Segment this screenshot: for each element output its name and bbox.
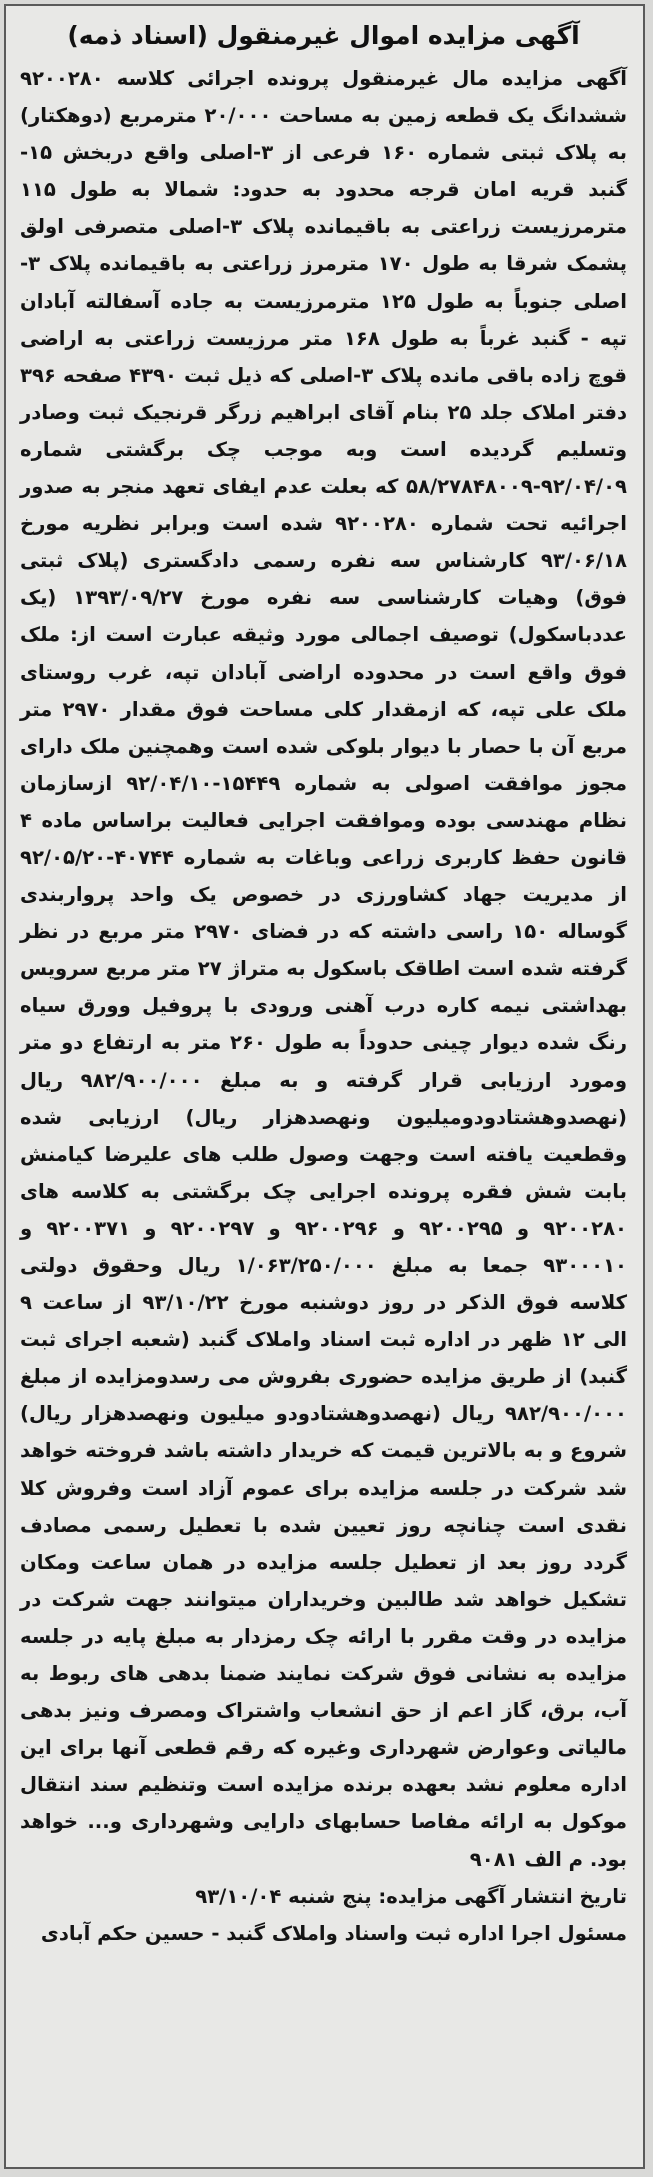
signature-line: مسئول اجرا اداره ثبت واسناد واملاک گنبد - حسین حکم آبادی <box>40 1921 627 1945</box>
publish-date-line: تاریخ انتشار آگهی مزایده: پنج شنبه ۹۳/۱۰/۰۴ <box>195 1884 627 1908</box>
notice-title: آگهی مزایده اموال غیرمنقول (اسناد ذمه) <box>67 21 580 50</box>
auction-notice <box>4 4 645 2169</box>
notice-body: آگهی مزایده مال غیرمنقول پرونده اجرائی کلاسه ۹۲۰۰۲۸۰ ششدانگ یک قطعه زمین به مساحت ۲۰/۰۰۰ مترمربع (دوهکتار) به پلاک ثبتی شماره ۱۶۰ فرعی از ۳-اصلی واقع دربخش ۱۵-گنبد قریه امان قرجه محدود به حدود: شمالا به طول ۱۱۵ مترمرزیست زراعتی به باقیمانده پلاک ۳-اصلی متصرفی اولق پشمک شرقا به طول ۱۷۰ مترمرز زراعتی به باقیمانده پلاک ۳-اصلی جنوباً به طول ۱۲۵ مترمرزیست به جاده آسفالته آبادان تپه - گنبد غرباً به طول ۱۶۸ متر مرزیست زراعتی به اراضی قوچ زاده باقی مانده پلاک ۳-اصلی که ذیل ثبت ۴۳۹۰ صفحه ۳۹۶ دفتر املاک جلد ۲۵ بنام آقای ابراهیم زرگر قرنجیک ثبت وصادر وتسلیم گردیده است وبه موجب چک برگشتی شماره ۹۲/۰۴/۰۹-۵۸/۲۷۸۴۸۰۰۹ که بعلت عدم ایفای تعهد منجر به صدور اجرائیه تحت شماره ۹۲۰۰۲۸۰ شده است وبرابر نظریه مورخ ۹۳/۰۶/۱۸ کارشناس سه نفره رسمی دادگستری (پلاک ثبتی فوق) وهیات کارشناسی سه نفره مورخ ۱۳۹۳/۰۹/۲۷ (یک عددباسکول) توصیف اجمالی مورد وثیقه عبارت است از: ملک فوق واقع است در محدوده اراضی آبادان تپه، غرب روستای ملک علی تپه، که ازمقدار کلی مساحت فوق مقدار ۲۹۷۰ متر مربع آن با حصار با دیوار بلوکی شده است وهمچنین ملک دارای مجوز موافقت اصولی به شماره ۱۵۴۴۹-۹۲/۰۴/۱۰ ازسازمان نظام مهندسی بوده وموافقت اجرایی فعالیت براساس ماده ۴ قانون حفظ کاربری زراعی وباغات به شماره ۴۰۷۴۴-۹۲/۰۵/۲۰ از مدیریت جهاد کشاورزی در خصوص یک واحد پرواربندی گوساله ۱۵۰ راسی داشته که در فضای ۲۹۷۰ متر مربع در نظر گرفته شده است اطاقک باسکول به متراژ ۲۷ متر مربع سرویس بهداشتی نیمه کاره درب آهنی ورودی با پروفیل وورق سیاه رنگ شده دیوار چینی حدوداً به طول ۲۶۰ متر به ارتفاع دو متر ومورد ارزیابی قرار گرفته و به مبلغ ۹۸۲/۹۰۰/۰۰۰ ریال (نهصدوهشتادودومیلیون ونهصدهزار ریال) ارزیابی شده وقطعیت یافته است وجهت وصول طلب های علیرضا کیامنش بابت شش فقره پرونده اجرایی چک برگشتی به کلاسه های ۹۲۰۰۲۸۰ و ۹۲۰۰۲۹۵ و ۹۲۰۰۲۹۶ و ۹۲۰۰۲۹۷ و ۹۲۰۰۳۷۱ و ۹۳۰۰۰۱۰ جمعا به مبلغ ۱/۰۶۳/۲۵۰/۰۰۰ ریال وحقوق دولتی کلاسه فوق الذکر در روز دوشنبه مورخ ۹۳/۱۰/۲۲ از ساعت ۹ الی ۱۲ ظهر در اداره ثبت اسناد واملاک گنبد (شعبه اجرای ثبت گنبد) از طریق مزایده حضوری بفروش می رسدومزایده از مبلغ ۹۸۲/۹۰۰/۰۰۰ ریال (نهصدوهشتادودو میلیون ونهصدهزار ریال) شروع و به بالاترین قیمت که خریدار داشته باشد فروخته خواهد شد شرکت در جلسه مزایده برای عموم آزاد است وفروش کلا نقدی است چنانچه روز تعیین شده با تعطیل رسمی مصادف گردد روز بعد از تعطیل جلسه مزایده در همان ساعت ومکان تشکیل خواهد شد طالبین وخریداران میتوانند جهت شرکت در مزایده در وقت مقرر با ارائه چک رمزدار به مبلغ پایه در جلسه مزایده به نشانی فوق شرکت نمایند ضمنا بدهی های ربوط به آب، برق، گاز اعم از حق انشعاب واشتراک ومصرف ونیز بدهی مالیاتی وعوارض شهرداری وغیره که رقم قطعی آنها برای این اداره معلوم نشد بعهده برنده مزایده است وتنظیم سند انتقال موکول به ارائه مفاصا حسابهای دارایی وشهرداری و... خواهد بود. م الف ۹۰۸۱ <box>20 67 628 1871</box>
